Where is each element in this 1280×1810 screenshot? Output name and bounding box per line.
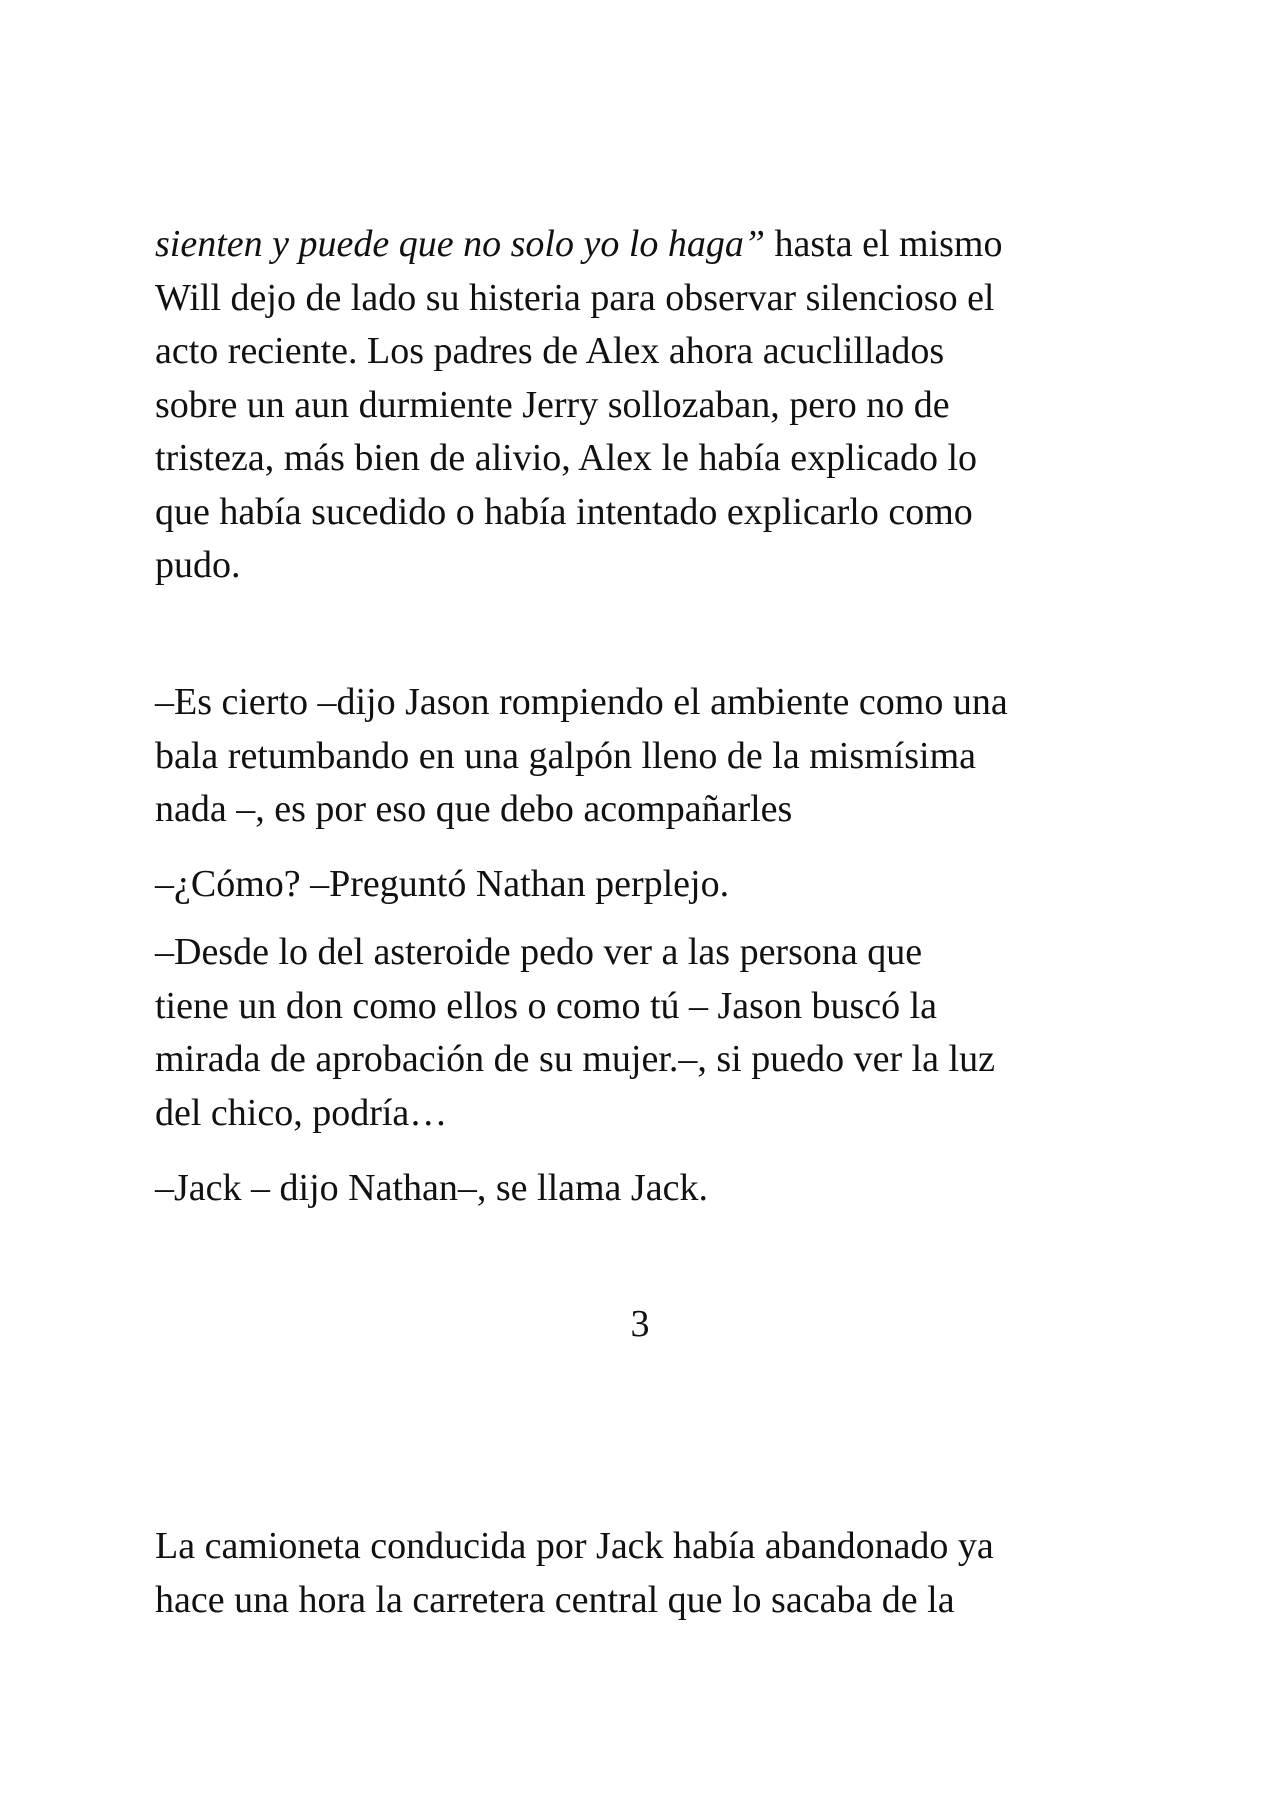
paragraph-4	[155, 926, 1145, 1140]
paragraph-4-line-2: tiene un don como ellos o como tú – Jason buscó la	[155, 984, 938, 1027]
paragraph-2-line-1: –Es cierto –dijo Jason rompiendo el ambiente como una	[155, 681, 1008, 723]
paragraph-1-line-6: que había sucedido o había intentado explicarlo como	[155, 490, 973, 533]
paragraph-5	[155, 1162, 1145, 1216]
paragraph-5-line-1: –Jack – dijo Nathan–, se llama Jack.	[155, 1167, 708, 1209]
paragraph-1-line-7: pudo.	[155, 544, 241, 586]
paragraph-2	[155, 676, 1145, 837]
paragraph-4-line-3: mirada de aprobación de su mujer.–, si puedo ver la luz	[155, 1038, 995, 1080]
chapter-number: 3	[630, 1303, 650, 1345]
paragraph-1-line-5: tristeza, más bien de alivio, Alex le había explicado lo	[155, 437, 978, 479]
paragraph-2-line-2: bala retumbando en una galpón lleno de la mismísima	[155, 734, 977, 777]
italic-quote: sienten y puede que no solo yo lo haga”	[155, 223, 766, 265]
paragraph-1-line-1	[155, 218, 1145, 272]
paragraph-2-line-3: nada –, es por eso que debo acompañarles	[155, 788, 793, 830]
paragraph-4-line-1: –Desde lo del asteroide pedo ver a las persona que	[155, 931, 923, 973]
paragraph-1-line-4: sobre un aun durmiente Jerry sollozaban, pero no de	[155, 383, 950, 426]
paragraph-3-line-1: –¿Cómo? –Preguntó Nathan perplejo.	[155, 863, 730, 905]
paragraph-6-line-2: hace una hora la carretera central que lo sacaba de la	[155, 1578, 955, 1621]
paragraph-6	[155, 1520, 1145, 1627]
paragraph-6-line-1: La camioneta conducida por Jack había abandonado ya	[155, 1525, 994, 1567]
paragraph-4-line-4: del chico, podría…	[155, 1091, 448, 1134]
paragraph-1-line-2: Will dejo de lado su histeria para observar silencioso el	[155, 276, 995, 319]
line-continuation: hasta el mismo	[765, 223, 1003, 265]
paragraph-1	[155, 218, 1145, 593]
paragraph-1-line-3: acto reciente. Los padres de Alex ahora acuclillados	[155, 330, 945, 372]
paragraph-3	[155, 858, 1145, 912]
